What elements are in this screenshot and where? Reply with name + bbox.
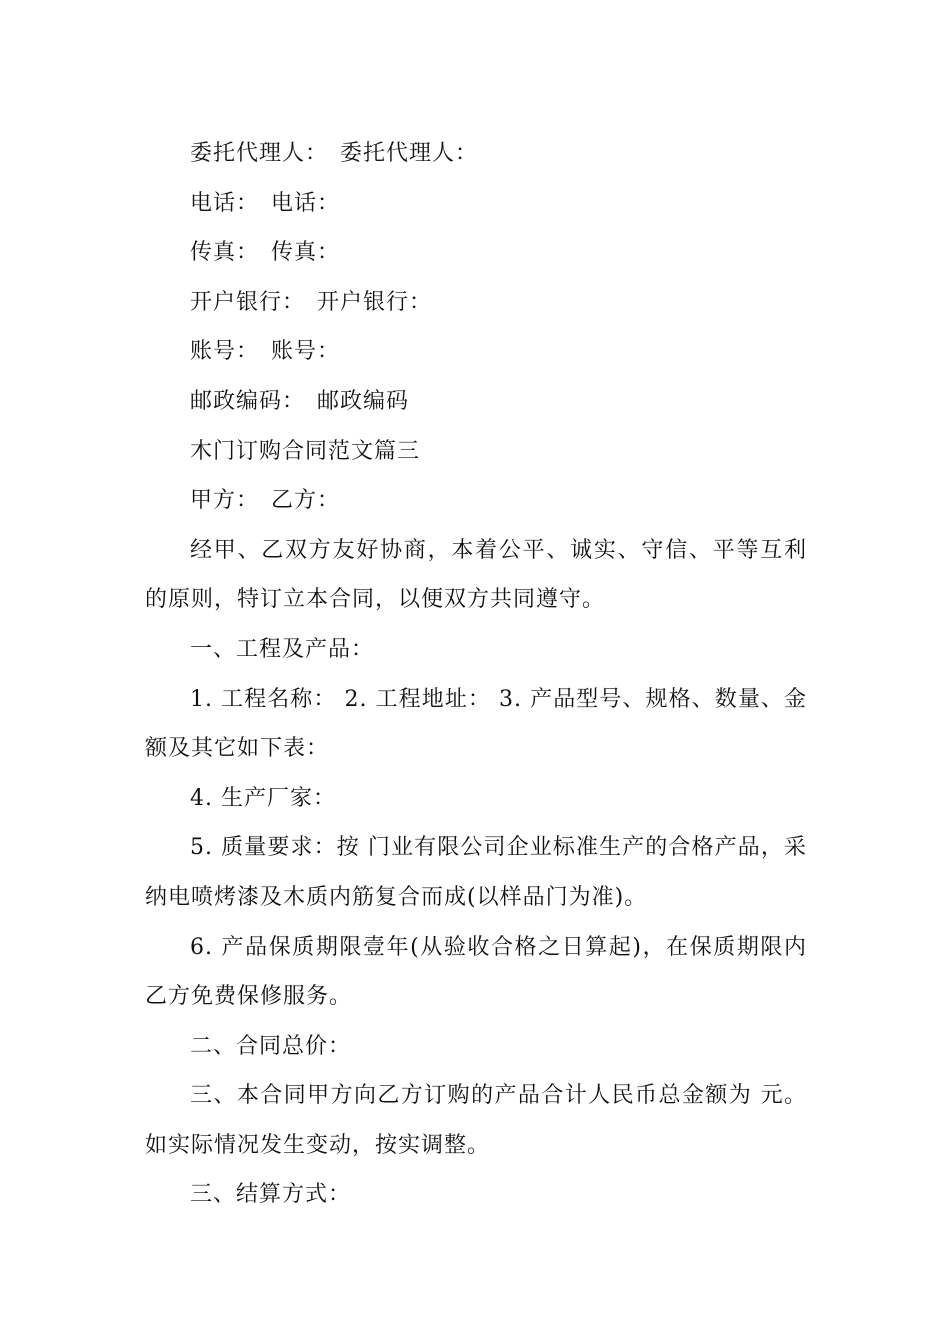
parties-line: 甲方： 乙方： [190,488,341,514]
fax-line: 传真： 传真： [190,240,341,266]
section-title: 木门订购合同范文篇三 [190,438,421,464]
heading-settlement: 三、结算方式： [190,1182,352,1208]
project-items-paragraph: 1. 工程名称： 2. 工程地址： 3. 产品型号、规格、数量、金额及其它如下表： [145,686,807,762]
postcode-line: 邮政编码： 邮政编码 [190,388,410,414]
phone-line: 电话： 电话： [190,190,341,216]
total-amount-paragraph: 三、本合同甲方向乙方订购的产品合计人民币总金额为 元。如实际情况发生变动，按实调整。 [145,1083,807,1158]
heading-project: 一、工程及产品： [190,636,375,662]
intro-paragraph: 经甲、乙双方友好协商，本着公平、诚实、守信、平等互利的原则，特订立本合同，以便双方共同遵守。 [145,537,807,613]
quality-paragraph: 5. 质量要求：按 门业有限公司企业标准生产的合格产品，采纳电喷烤漆及木质内筋复合而成(以样品门为准)。 [145,835,807,910]
document-page [145,129,807,1220]
bank-line: 开户银行： 开户银行： [190,289,433,315]
warranty-paragraph: 6. 产品保质期限壹年(从验收合格之日算起)，在保质期限内乙方免费保修服务。 [145,934,807,1010]
manufacturer-line: 4. 生产厂家： [190,785,336,811]
heading-total-price: 二、合同总价： [190,1033,352,1059]
account-line: 账号： 账号： [190,339,341,365]
agent-line: 委托代理人： 委托代理人： [190,141,479,166]
